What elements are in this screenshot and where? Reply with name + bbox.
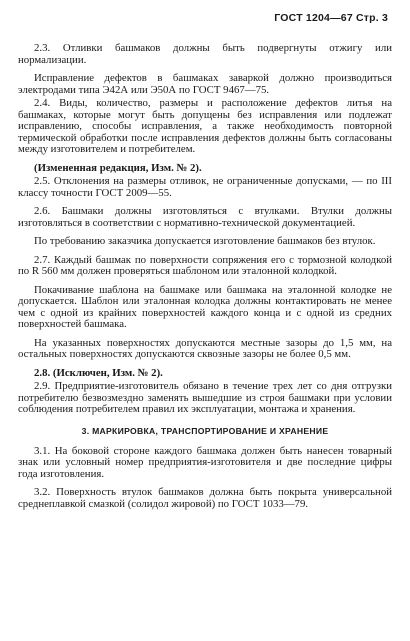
paragraph-2-9: 2.9. Предприятие-изготовитель обязано в течение трех лет со дня отгрузки потребителю безвозмездно заменять вышедшие из строя башмаки при условии соблюдения потребителем правил их эксплуатации, монтажа и хранения. — [18, 380, 392, 415]
paragraph-3-1: 3.1. На боковой стороне каждого башмака должен быть нанесен товарный знак или условный номер предприятия-изготовителя и две последние цифры года изготовления. — [18, 444, 392, 480]
paragraph-2-7: 2.7. Каждый башмак по поверхности сопряжения его с тормозной колодкой по R 560 мм должен проверяться шаблоном или эталонной колодкой. — [18, 253, 392, 277]
page-header: ГОСТ 1204—67 Стр. 3 — [274, 12, 388, 24]
amendment-note: (Измененная редакция, Изм. № 2). — [34, 161, 202, 174]
paragraph-2-6: 2.6. Башмаки должны изготовляться с втулками. Втулки должны изготовляться в соответствии с нормативно-технической документацией. — [18, 205, 392, 229]
paragraph-2-8: 2.8. (Исключен, Изм. № 2). — [34, 366, 163, 379]
paragraph-2-3: 2.3. Отливки башмаков должны быть подвергнуты отжигу или нормализации. — [18, 42, 392, 66]
paragraph-2-4: 2.4. Виды, количество, размеры и расположение дефектов литья на башмаках, которые могут быть допущены без исправления или подлежат исправлению, способы исправления, а также необходимость повторной термической обработки после исправления дефектов должны быть согласованы между изготовителем и потребителем. — [18, 97, 392, 155]
section-title: 3. МАРКИРОВКА, ТРАНСПОРТИРОВАНИЕ И ХРАНЕНИЕ — [81, 425, 329, 436]
paragraph-welding: Исправление дефектов в башмаках заваркой должно производиться электродами типа Э42А или Э50А по ГОСТ 9467—75. — [18, 72, 392, 96]
paragraph-customer-request: По требованию заказчика допускается изготовление башмаков без втулок. — [34, 235, 376, 247]
document-body — [18, 43, 392, 512]
paragraph-gaps: На указанных поверхностях допускаются местные зазоры до 1,5 мм, на остальных поверхностях допускаются сквозные зазоры не более 0,5 мм. — [18, 336, 392, 360]
paragraph-3-2: 3.2. Поверхность втулок башмаков должна быть покрыта универсальной среднеплавкой смазкой (солидол жировой) по ГОСТ 1033—79. — [18, 486, 392, 510]
paragraph-2-5: 2.5. Отклонения на размеры отливок, не ограниченные допусками, — по III классу точности ГОСТ 2009—55. — [18, 175, 392, 199]
paragraph-template-rocking: Покачивание шаблона на башмаке или башмака на эталонной колодке не допускается. Шаблон или эталонная колодка должны контактировать не менее чем с одной из крайних поверхностей каждого конца и с одной из средних поверхностей башмака. — [18, 283, 392, 330]
